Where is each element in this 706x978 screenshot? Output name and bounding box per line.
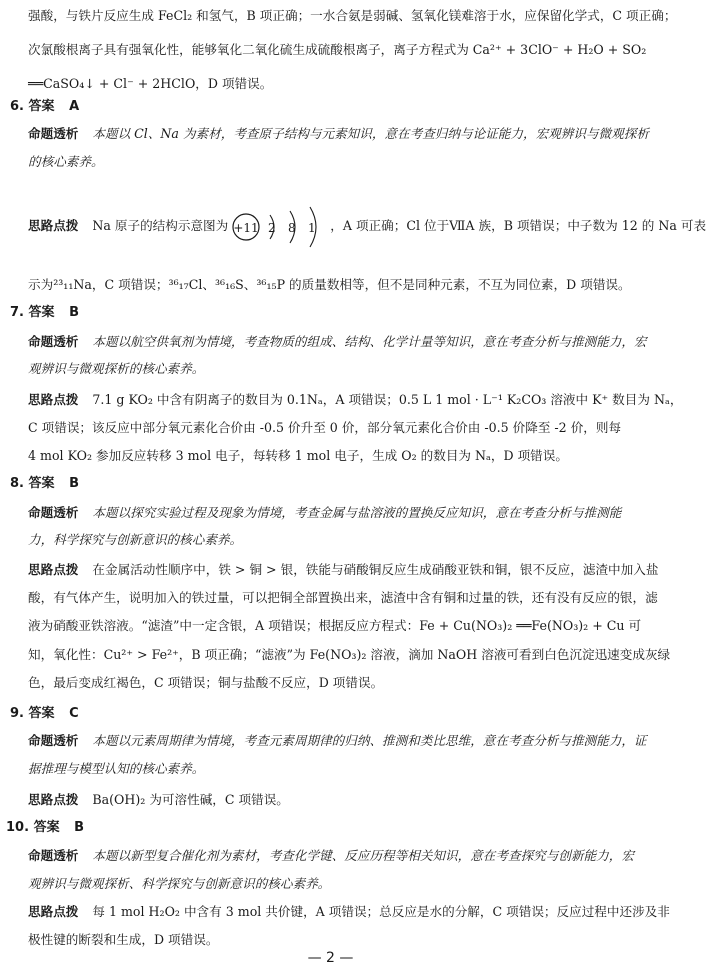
section-text: 7.1 g KO₂ 中含有阴离子的数目为 0.1Nₐ，A 项错误；0.5 L 1 mol · L⁻¹ K₂CO₃ 溶液中 K⁺ 数目为 Nₐ， [92, 392, 683, 407]
question-number: 9. [10, 706, 24, 721]
question-10-header [6, 820, 84, 836]
question-7-header [10, 305, 79, 321]
atom-shell-3: 1 [308, 220, 316, 235]
text-line [28, 505, 621, 521]
question-6-header [10, 99, 79, 115]
text-line: 酸，有气体产生，说明加入的铁过量，可以把铜全部置换出来，滤渣中含有铜和过量的铁，还有没有反应的银，滤 [28, 590, 658, 605]
question-number: 6. [10, 99, 24, 114]
atom-nucleus-label: +11 [233, 220, 259, 235]
section-text: 本题以元素周期律为情境，考查元素周期律的归纳、推测和类比思维，意在考查分析与推测能力，证 [92, 733, 647, 748]
section-label: 思路点拨 [28, 218, 79, 233]
section-text: ，A 项正确；Cl 位于ⅦA 族，B 项错误；中子数为 12 的 Na 可表 [330, 218, 706, 233]
text-line: 观辨识与微观探析、科学探究与创新意识的核心素养。 [28, 876, 331, 891]
text-line: 极性键的断裂和生成，D 项错误。 [28, 932, 219, 947]
text-line [28, 126, 649, 142]
answer-value: B [69, 305, 79, 320]
section-text: 本题以新型复合催化剂为素材，考查化学键、反应历程等相关知识，意在考查探究与创新能力，宏 [92, 848, 634, 863]
text-line [28, 733, 647, 749]
text-line [28, 392, 682, 408]
text-line: 液为硝酸亚铁溶液。“滤渣”中一定含银，A 项错误；根据反应方程式：Fe + Cu(NO₃)₂ ══Fe(NO₃)₂ + Cu 可 [28, 618, 642, 633]
atom-shell-1: 2 [268, 220, 276, 235]
text-line [28, 562, 658, 578]
section-label: 命题透析 [28, 334, 79, 349]
answer-label: 答案 [28, 305, 55, 320]
answer-value: C [69, 706, 79, 721]
answer-label: 答案 [28, 706, 55, 721]
section-label: 思路点拨 [28, 392, 79, 407]
text-line: 示为²³₁₁Na，C 项错误；³⁶₁₇Cl、³⁶₁₆S、³⁶₁₅P 的质量数相等，但不是同种元素，不互为同位素，D 项错误。 [28, 277, 631, 292]
text-line: C 项错误；该反应中部分氧元素化合价由 -0.5 价升至 0 价，部分氧元素化合价由 -0.5 价降至 -2 价，则每 [28, 420, 622, 435]
text-line [28, 206, 706, 247]
text-line: 色，最后变成红褐色，C 项错误；铜与盐酸不反应，D 项错误。 [28, 675, 384, 690]
text-line: 4 mol KO₂ 参加反应转移 3 mol 电子，每转移 1 mol 电子，生成 O₂ 的数目为 Nₐ，D 项错误。 [28, 448, 568, 463]
text-line: ══CaSO₄↓ + Cl⁻ + 2HClO，D 项错误。 [28, 76, 273, 91]
answer-value: B [74, 820, 85, 835]
sodium-atom-diagram [230, 207, 328, 247]
section-label: 思路点拨 [28, 904, 79, 919]
section-text: 本题以 Cl、Na 为素材，考查原子结构与元素知识，意在考查归纳与论证能力，宏观辨识与微观探析 [92, 126, 649, 141]
question-8-header [10, 476, 79, 492]
section-text: 本题以探究实验过程及现象为情境，考查金属与盐溶液的置换反应知识，意在考查分析与推测能 [92, 505, 622, 520]
answer-value: A [69, 99, 80, 114]
section-text: 本题以航空供氧剂为情境，考查物质的组成、结构、化学计量等知识，意在考查分析与推测能力，宏 [92, 334, 647, 349]
text-line: 观辨识与微观探析的核心素养。 [28, 361, 205, 376]
text-line: 知，氧化性：Cu²⁺ > Fe²⁺，B 项正确；“滤液”为 Fe(NO₃)₂ 溶液，滴加 NaOH 溶液可看到白色沉淀迅速变成灰绿 [28, 647, 671, 662]
section-text: Ba(OH)₂ 为可溶性碱，C 项错误。 [92, 792, 289, 807]
section-label: 命题透析 [28, 505, 79, 520]
text-line [28, 792, 289, 808]
text-line [28, 334, 647, 350]
atom-shell-2: 8 [288, 220, 296, 235]
section-label: 命题透析 [28, 848, 79, 863]
question-number: 7. [10, 305, 24, 320]
section-label: 命题透析 [28, 733, 79, 748]
answer-label: 答案 [28, 99, 55, 114]
page-number: — 2 — [307, 950, 354, 966]
section-label: 思路点拨 [28, 792, 79, 807]
section-text: Na 原子的结构示意图为 [92, 218, 229, 233]
text-line [28, 904, 670, 920]
text-line: 的核心素养。 [28, 154, 104, 169]
text-line: 次氯酸根离子具有强氧化性，能够氧化二氧化硫生成硫酸根离子，离子方程式为 Ca²⁺ + 3ClO⁻ + H₂O + SO₂ [28, 42, 647, 57]
text-line: 据推理与模型认知的核心素养。 [28, 761, 205, 776]
question-number: 10. [6, 820, 30, 835]
section-label: 命题透析 [28, 126, 79, 141]
section-label: 思路点拨 [28, 562, 79, 577]
section-text: 每 1 mol H₂O₂ 中含有 3 mol 共价键，A 项错误；总反应是水的分解，C 项错误；反应过程中还涉及非 [92, 904, 670, 919]
text-line: 强酸，与铁片反应生成 FeCl₂ 和氢气，B 项正确；一水合氨是弱碱、氢氧化镁难溶于水，应保留化学式，C 项正确； [28, 8, 677, 23]
answer-label: 答案 [33, 820, 60, 835]
text-line: 力，科学探究与创新意识的核心素养。 [28, 532, 243, 547]
question-number: 8. [10, 476, 24, 491]
text-line [28, 848, 634, 864]
question-9-header [10, 706, 79, 722]
answer-label: 答案 [28, 476, 55, 491]
answer-value: B [69, 476, 79, 491]
section-text: 在金属活动性顺序中，铁 > 铜 > 银，铁能与硝酸铜反应生成硝酸亚铁和铜，银不反应，滤渣中加入盐 [92, 562, 659, 577]
